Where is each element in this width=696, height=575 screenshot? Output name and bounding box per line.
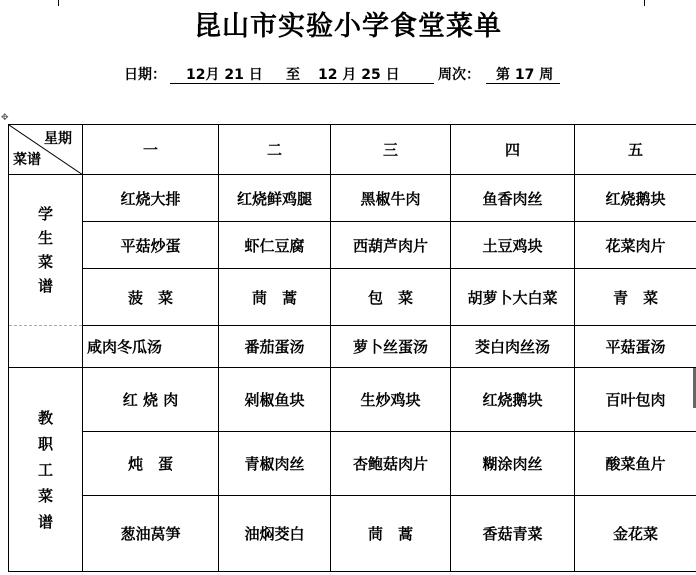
header-row	[9, 125, 696, 175]
staff-row	[9, 432, 696, 496]
staff-menu-label	[9, 368, 83, 572]
dish-cell: 金花菜	[575, 496, 696, 572]
corner-menu-label: 菜谱	[13, 152, 41, 168]
dish-cell: 茭白肉丝汤	[451, 326, 575, 368]
day-header: 五	[575, 125, 696, 175]
student-menu-label	[9, 175, 83, 326]
dish-cell: 番茄蛋汤	[219, 326, 331, 368]
dish-cell: 香菇青菜	[451, 496, 575, 572]
dish-cell: 糊涂肉丝	[451, 432, 575, 496]
day-header: 三	[331, 125, 451, 175]
dish-cell: 平菇蛋汤	[575, 326, 696, 368]
label-char: 职	[37, 434, 53, 453]
staff-row	[9, 368, 696, 432]
move-handle-icon[interactable]: ✥	[1, 113, 9, 123]
dish-cell: 西葫芦肉片	[331, 222, 451, 269]
dish-cell: 青 菜	[575, 269, 696, 326]
dish-cell: 菠 菜	[83, 269, 219, 326]
dish-cell: 炖 蛋	[83, 432, 219, 496]
student-row	[9, 222, 696, 269]
dish-cell: 百叶包肉	[575, 368, 696, 432]
end-date: 12 月 25 日	[318, 67, 400, 83]
to-label: 至	[286, 67, 300, 83]
dish-cell: 剁椒鱼块	[219, 368, 331, 432]
day-header: 四	[451, 125, 575, 175]
dish-cell: 青椒肉丝	[219, 432, 331, 496]
student-row	[9, 175, 696, 222]
page-title: 昆山市实验小学食堂菜单	[194, 11, 502, 42]
dish-cell: 土豆鸡块	[451, 222, 575, 269]
week-label: 周次：	[438, 67, 480, 83]
dish-cell: 红烧鲜鸡腿	[219, 175, 331, 222]
dish-cell: 葱油莴笋	[83, 496, 219, 572]
date-label: 日期：	[124, 67, 166, 83]
start-date: 12月 21 日	[186, 67, 263, 83]
label-char: 菜	[37, 486, 53, 505]
label-char: 教	[37, 408, 53, 427]
dish-cell: 鱼香肉丝	[451, 175, 575, 222]
dish-cell: 茼 蒿	[331, 496, 451, 572]
staff-row	[9, 496, 696, 572]
day-header: 一	[83, 125, 219, 175]
student-row	[9, 326, 696, 368]
student-row	[9, 269, 696, 326]
dish-cell: 生炒鸡块	[331, 368, 451, 432]
label-char: 谱	[37, 512, 53, 531]
dish-cell: 茼 蒿	[219, 269, 331, 326]
label-char: 工	[37, 460, 53, 479]
dish-cell: 杏鲍菇肉片	[331, 432, 451, 496]
dish-cell: 平菇炒蛋	[83, 222, 219, 269]
label-char: 谱	[37, 277, 53, 295]
date-underline	[170, 83, 434, 84]
dish-cell: 胡萝卜大白菜	[451, 269, 575, 326]
menu-table	[8, 124, 696, 572]
day-header: 二	[219, 125, 331, 175]
label-char: 生	[37, 229, 53, 247]
dish-cell: 虾仁豆腐	[219, 222, 331, 269]
dish-cell: 红烧鹅块	[451, 368, 575, 432]
dish-cell: 红 烧 肉	[83, 368, 219, 432]
corner-cell	[9, 125, 83, 175]
week-underline	[486, 83, 560, 84]
label-char: 菜	[37, 253, 53, 271]
dish-cell: 酸菜鱼片	[575, 432, 696, 496]
dish-cell: 红烧鹅块	[575, 175, 696, 222]
dish-cell: 咸肉冬瓜汤	[83, 326, 219, 368]
dish-cell: 萝卜丝蛋汤	[331, 326, 451, 368]
student-label-spacer	[9, 326, 83, 368]
dish-cell: 红烧大排	[83, 175, 219, 222]
label-char: 学	[37, 205, 53, 223]
dish-cell: 包 菜	[331, 269, 451, 326]
dish-cell: 花菜肉片	[575, 222, 696, 269]
corner-weekday-label: 星期	[44, 131, 72, 147]
dish-cell: 油焖茭白	[219, 496, 331, 572]
dish-cell: 黑椒牛肉	[331, 175, 451, 222]
week-number: 第 17 周	[496, 67, 554, 83]
